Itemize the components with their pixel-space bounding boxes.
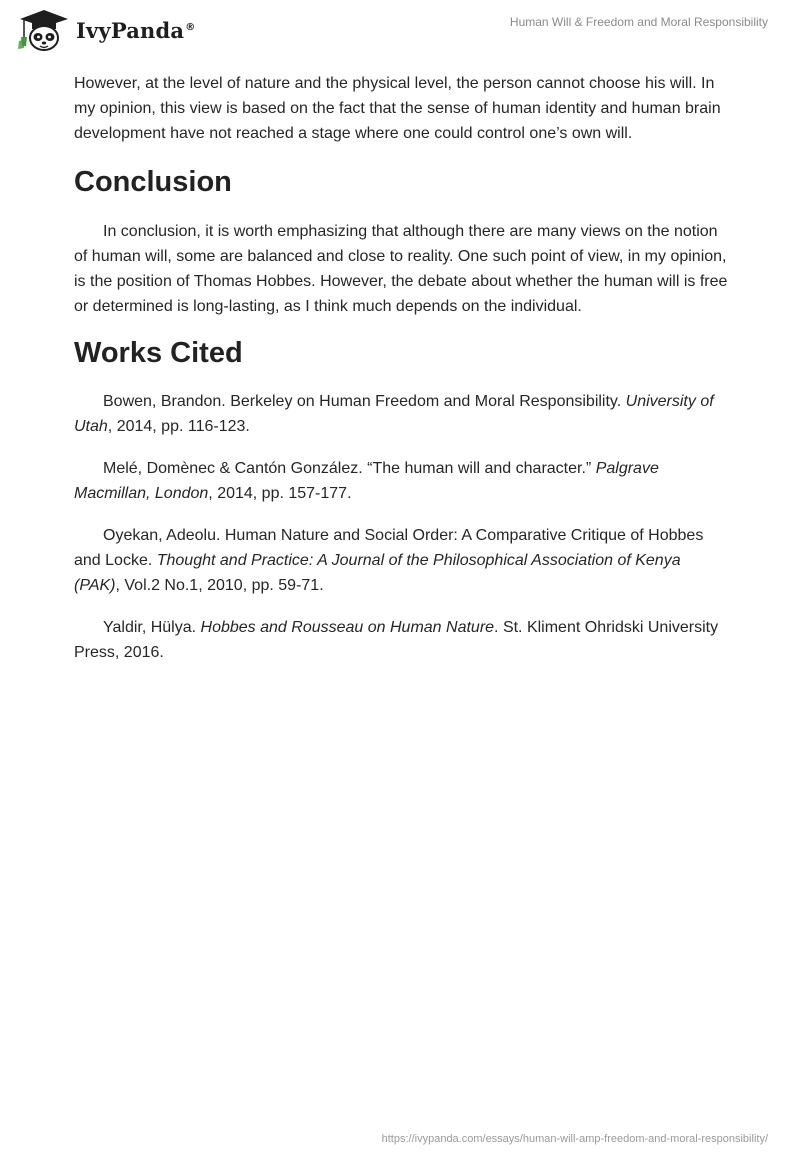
conclusion-paragraph: In conclusion, it is worth emphasizing that although there are many views on the notion of human will, some are balanced and close to reality. One such point of view, in my opinion, is the position of Thomas Hobbes. However, the debate about whether the human will is free or determined is long-lasting, as I think much depends on the individual.: [74, 223, 728, 315]
ivypanda-logo[interactable]: [14, 8, 195, 52]
reference-item: Bowen, Brandon. Berkeley on Human Freedom and Moral Responsibility. University of Utah, 2014, pp. 116-123.: [74, 393, 714, 435]
panda-graduate-icon: [14, 8, 74, 52]
essay-content: [74, 71, 729, 682]
works-cited-heading: Works Cited: [74, 337, 243, 369]
source-url-link[interactable]: https://ivypanda.com/essays/human-will-amp-freedom-and-moral-responsibility/: [381, 1133, 768, 1145]
registered-mark: ®: [185, 21, 196, 33]
page-header: [0, 0, 800, 60]
conclusion-heading: Conclusion: [74, 166, 232, 198]
reference-item: Yaldir, Hülya. Hobbes and Rousseau on Human Nature. St. Kliment Ohridski University Press, 2016.: [74, 619, 719, 661]
document-title: Human Will & Freedom and Moral Responsibility: [509, 15, 768, 29]
reference-item: Melé, Domènec & Cantón González. “The human will and character.” Palgrave Macmillan, London, 2014, pp. 157-177.: [74, 460, 659, 502]
reference-item: Oyekan, Adeolu. Human Nature and Social Order: A Comparative Critique of Hobbes and Locke. Thought and Practice: A Journal of the Philosophical Association of Kenya (PAK), Vol.2 No.1, 2010, pp. 59-71.: [74, 527, 704, 594]
intro-paragraph: However, at the level of nature and the physical level, the person cannot choose his will. In my opinion, this view is based on the fact that the sense of human identity and human brain development have not reached a stage where one could control one’s own will.: [74, 75, 721, 142]
brand-name: IvyPanda®: [76, 17, 196, 43]
